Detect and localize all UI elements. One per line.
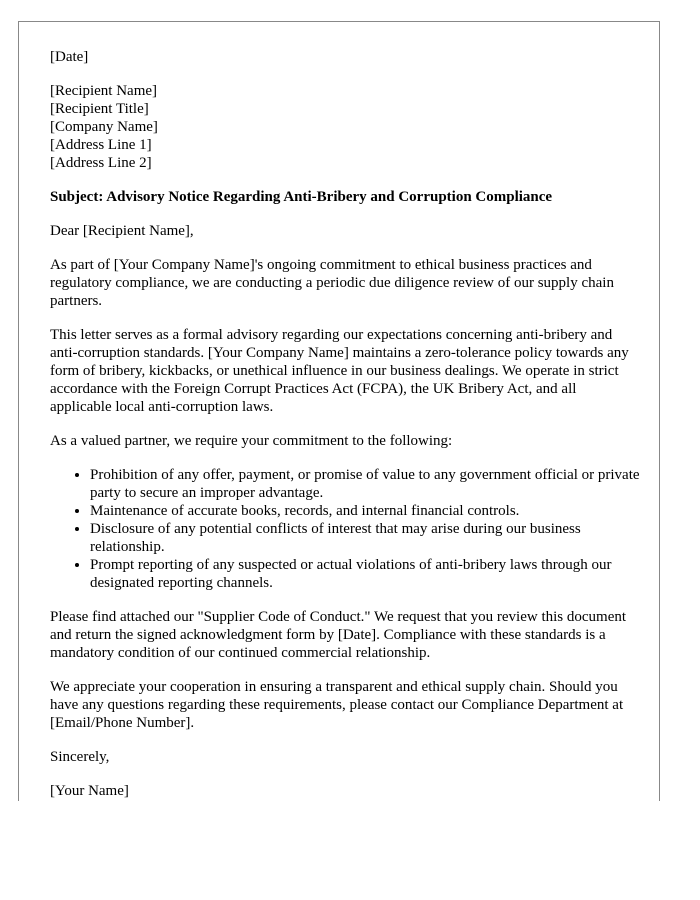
requirement-item: • Disclosure of any potential conflicts of interest that may arise during our business relationship. [90,520,640,556]
requirements-list [50,466,640,592]
sign-off: Sincerely, [50,749,110,765]
signature-name: [Your Name] [50,783,129,799]
recipient-address-line-1: [Address Line 1] [50,137,152,153]
paragraph-commitment-lead: As a valued partner, we require your commitment to the following: [50,433,453,449]
letter-subject: Subject: Advisory Notice Regarding Anti-Bribery and Corruption Compliance [50,189,553,205]
letter-body [50,48,640,816]
salutation: Dear [Recipient Name], [50,223,194,239]
letter-page [18,21,660,801]
paragraph-code-of-conduct: Please find attached our "Supplier Code of Conduct." We request that you review this document and return the signed acknowledgment form by [Date]. Compliance with these standards is a mandatory condition of our continued commercial relationship. [50,609,627,661]
requirement-item: • Prompt reporting of any suspected or actual violations of anti-bribery laws through our designated reporting channels. [90,556,640,592]
requirement-item: • Prohibition of any offer, payment, or promise of value to any government official or private party to secure an improper advantage. [90,466,640,502]
letter-date: [Date] [50,49,89,65]
paragraph-intro: As part of [Your Company Name]'s ongoing commitment to ethical business practices and regulatory compliance, we are conducting a periodic due diligence review of our supply chain partners. [50,257,614,309]
recipient-address-line-2: [Address Line 2] [50,155,152,171]
requirement-item: • Maintenance of accurate books, records, and internal financial controls. [90,502,640,520]
recipient-address-block [50,82,640,172]
paragraph-appreciation: We appreciate your cooperation in ensuring a transparent and ethical supply chain. Should you have any questions regarding these requirements, please contact our Compliance Department at [Email/Phone Number]. [50,679,624,731]
recipient-title: [Recipient Title] [50,101,149,117]
recipient-name: [Recipient Name] [50,83,158,99]
paragraph-advisory: This letter serves as a formal advisory regarding our expectations concerning anti-bribery and anti-corruption standards. [Your Company Name] maintains a zero-tolerance policy towards any form of bribery, kickbacks, or unethical influence in our business dealings. We operate in strict accordance with the Foreign Corrupt Practices Act (FCPA), the UK Bribery Act, and all applicable local anti-corruption laws. [50,327,629,415]
recipient-company: [Company Name] [50,119,158,135]
